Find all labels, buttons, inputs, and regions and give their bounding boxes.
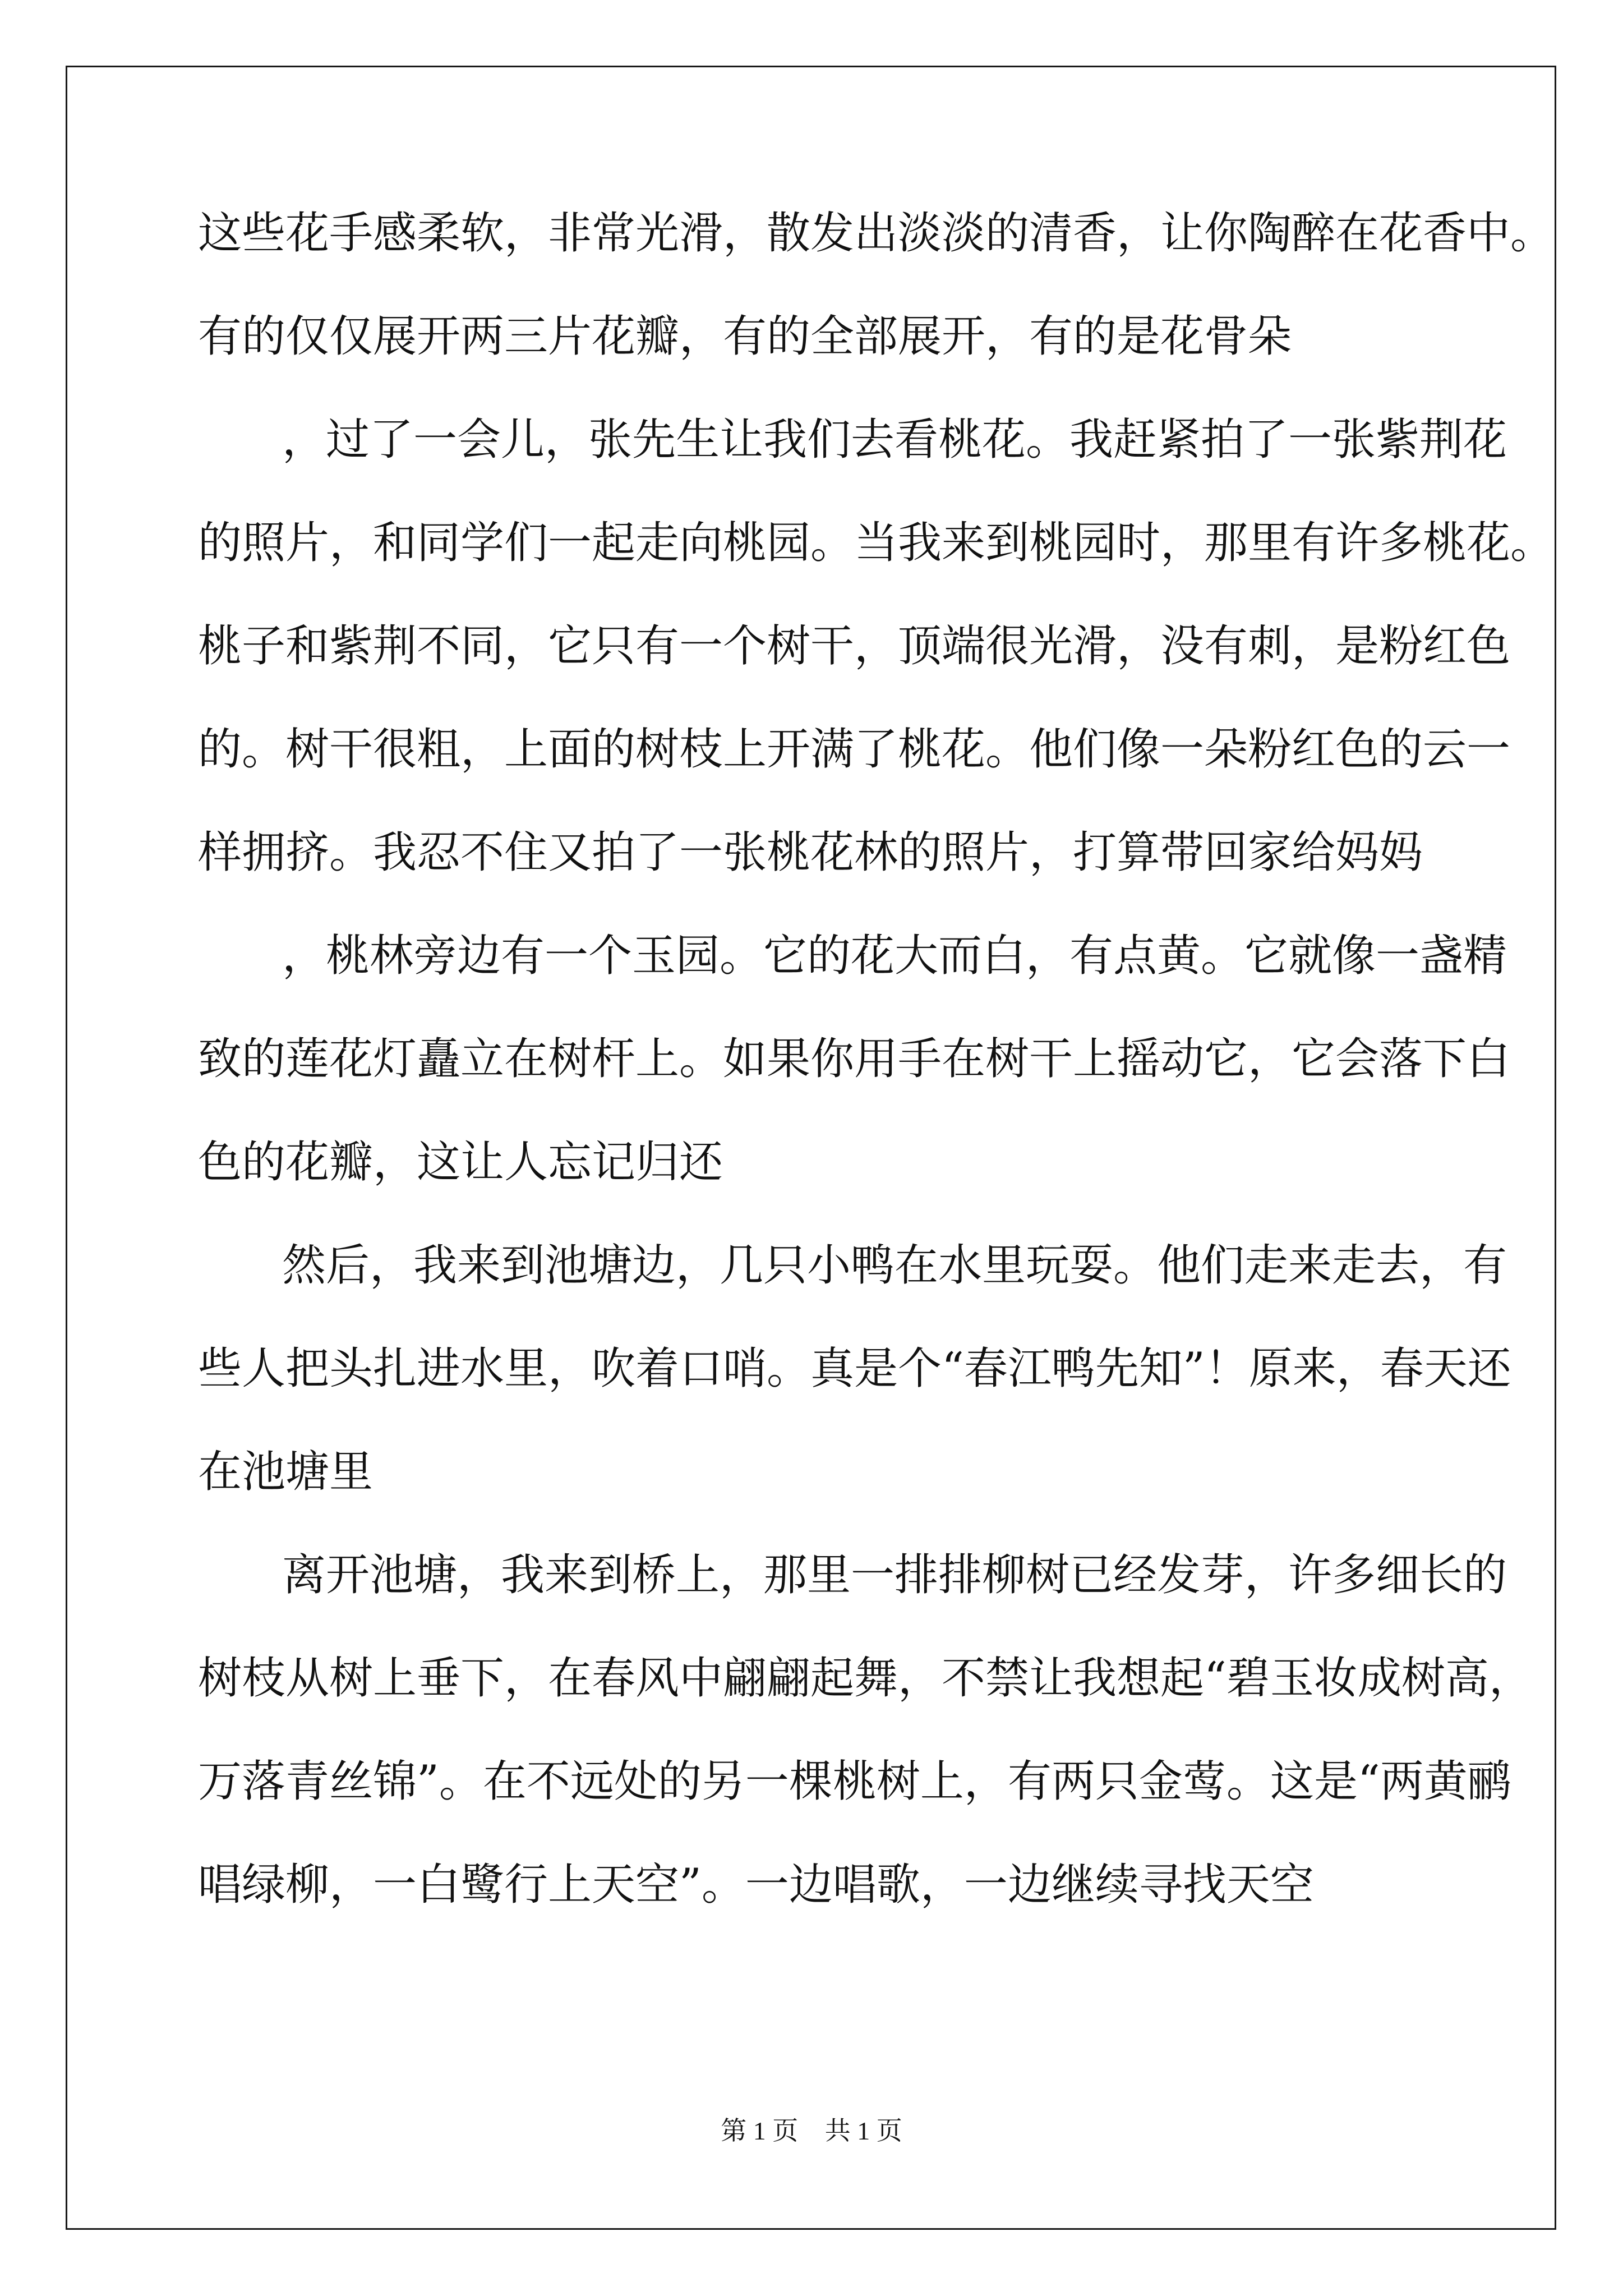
text-line: 万落青丝锦”。在不远处的另一棵桃树上，有两只金莺。这是“两黄鹂	[198, 1756, 1511, 1807]
essay-body	[198, 208, 1555, 1962]
text-line: 桃子和紫荆不同，它只有一个树干，顶端很光滑，没有刺，是粉红色	[198, 621, 1511, 671]
text-line: 在池塘里	[198, 1447, 374, 1497]
text-line: 有的仅仅展开两三片花瓣，有的全部展开，有的是花骨朵	[198, 311, 1292, 362]
text-line: 样拥挤。我忍不住又拍了一张桃花林的照片，打算带回家给妈妈	[198, 827, 1423, 878]
text-line: ，桃林旁边有一个玉园。它的花大而白，有点黄。它就像一盏精	[282, 931, 1507, 981]
text-line: 这些花手感柔软，非常光滑，散发出淡淡的清香，让你陶醉在花香中。	[198, 208, 1555, 259]
text-line: 树枝从树上垂下，在春风中翩翩起舞，不禁让我想起“碧玉妆成树高，	[198, 1653, 1533, 1704]
text-line: 色的花瓣，这让人忘记归还	[198, 1137, 723, 1188]
page-total: 共 1 页	[824, 2116, 902, 2145]
text-line: 唱绿柳，一白鹭行上天空”。一边唱歌，一边继续寻找天空	[198, 1860, 1314, 1910]
page-footer	[0, 2110, 1623, 2147]
text-line: 致的莲花灯矗立在树杆上。如果你用手在树干上摇动它，它会落下白	[198, 1034, 1511, 1084]
text-line: 然后，我来到池塘边，几只小鸭在水里玩耍。他们走来走去，有	[282, 1240, 1507, 1291]
text-line: 离开池塘，我来到桥上，那里一排排柳树已经发芽，许多细长的	[282, 1550, 1507, 1600]
text-line: 的照片，和同学们一起走向桃园。当我来到桃园时，那里有许多桃花。	[198, 518, 1555, 568]
text-line: 些人把头扎进水里，吹着口哨。真是个“春江鸭先知”！原来，春天还	[198, 1343, 1511, 1394]
text-line: ，过了一会儿，张先生让我们去看桃花。我赶紧拍了一张紫荆花	[282, 415, 1507, 465]
page-number: 第 1 页	[721, 2116, 799, 2145]
text-line: 的。树干很粗，上面的树枝上开满了桃花。他们像一朵粉红色的云一	[198, 724, 1511, 775]
